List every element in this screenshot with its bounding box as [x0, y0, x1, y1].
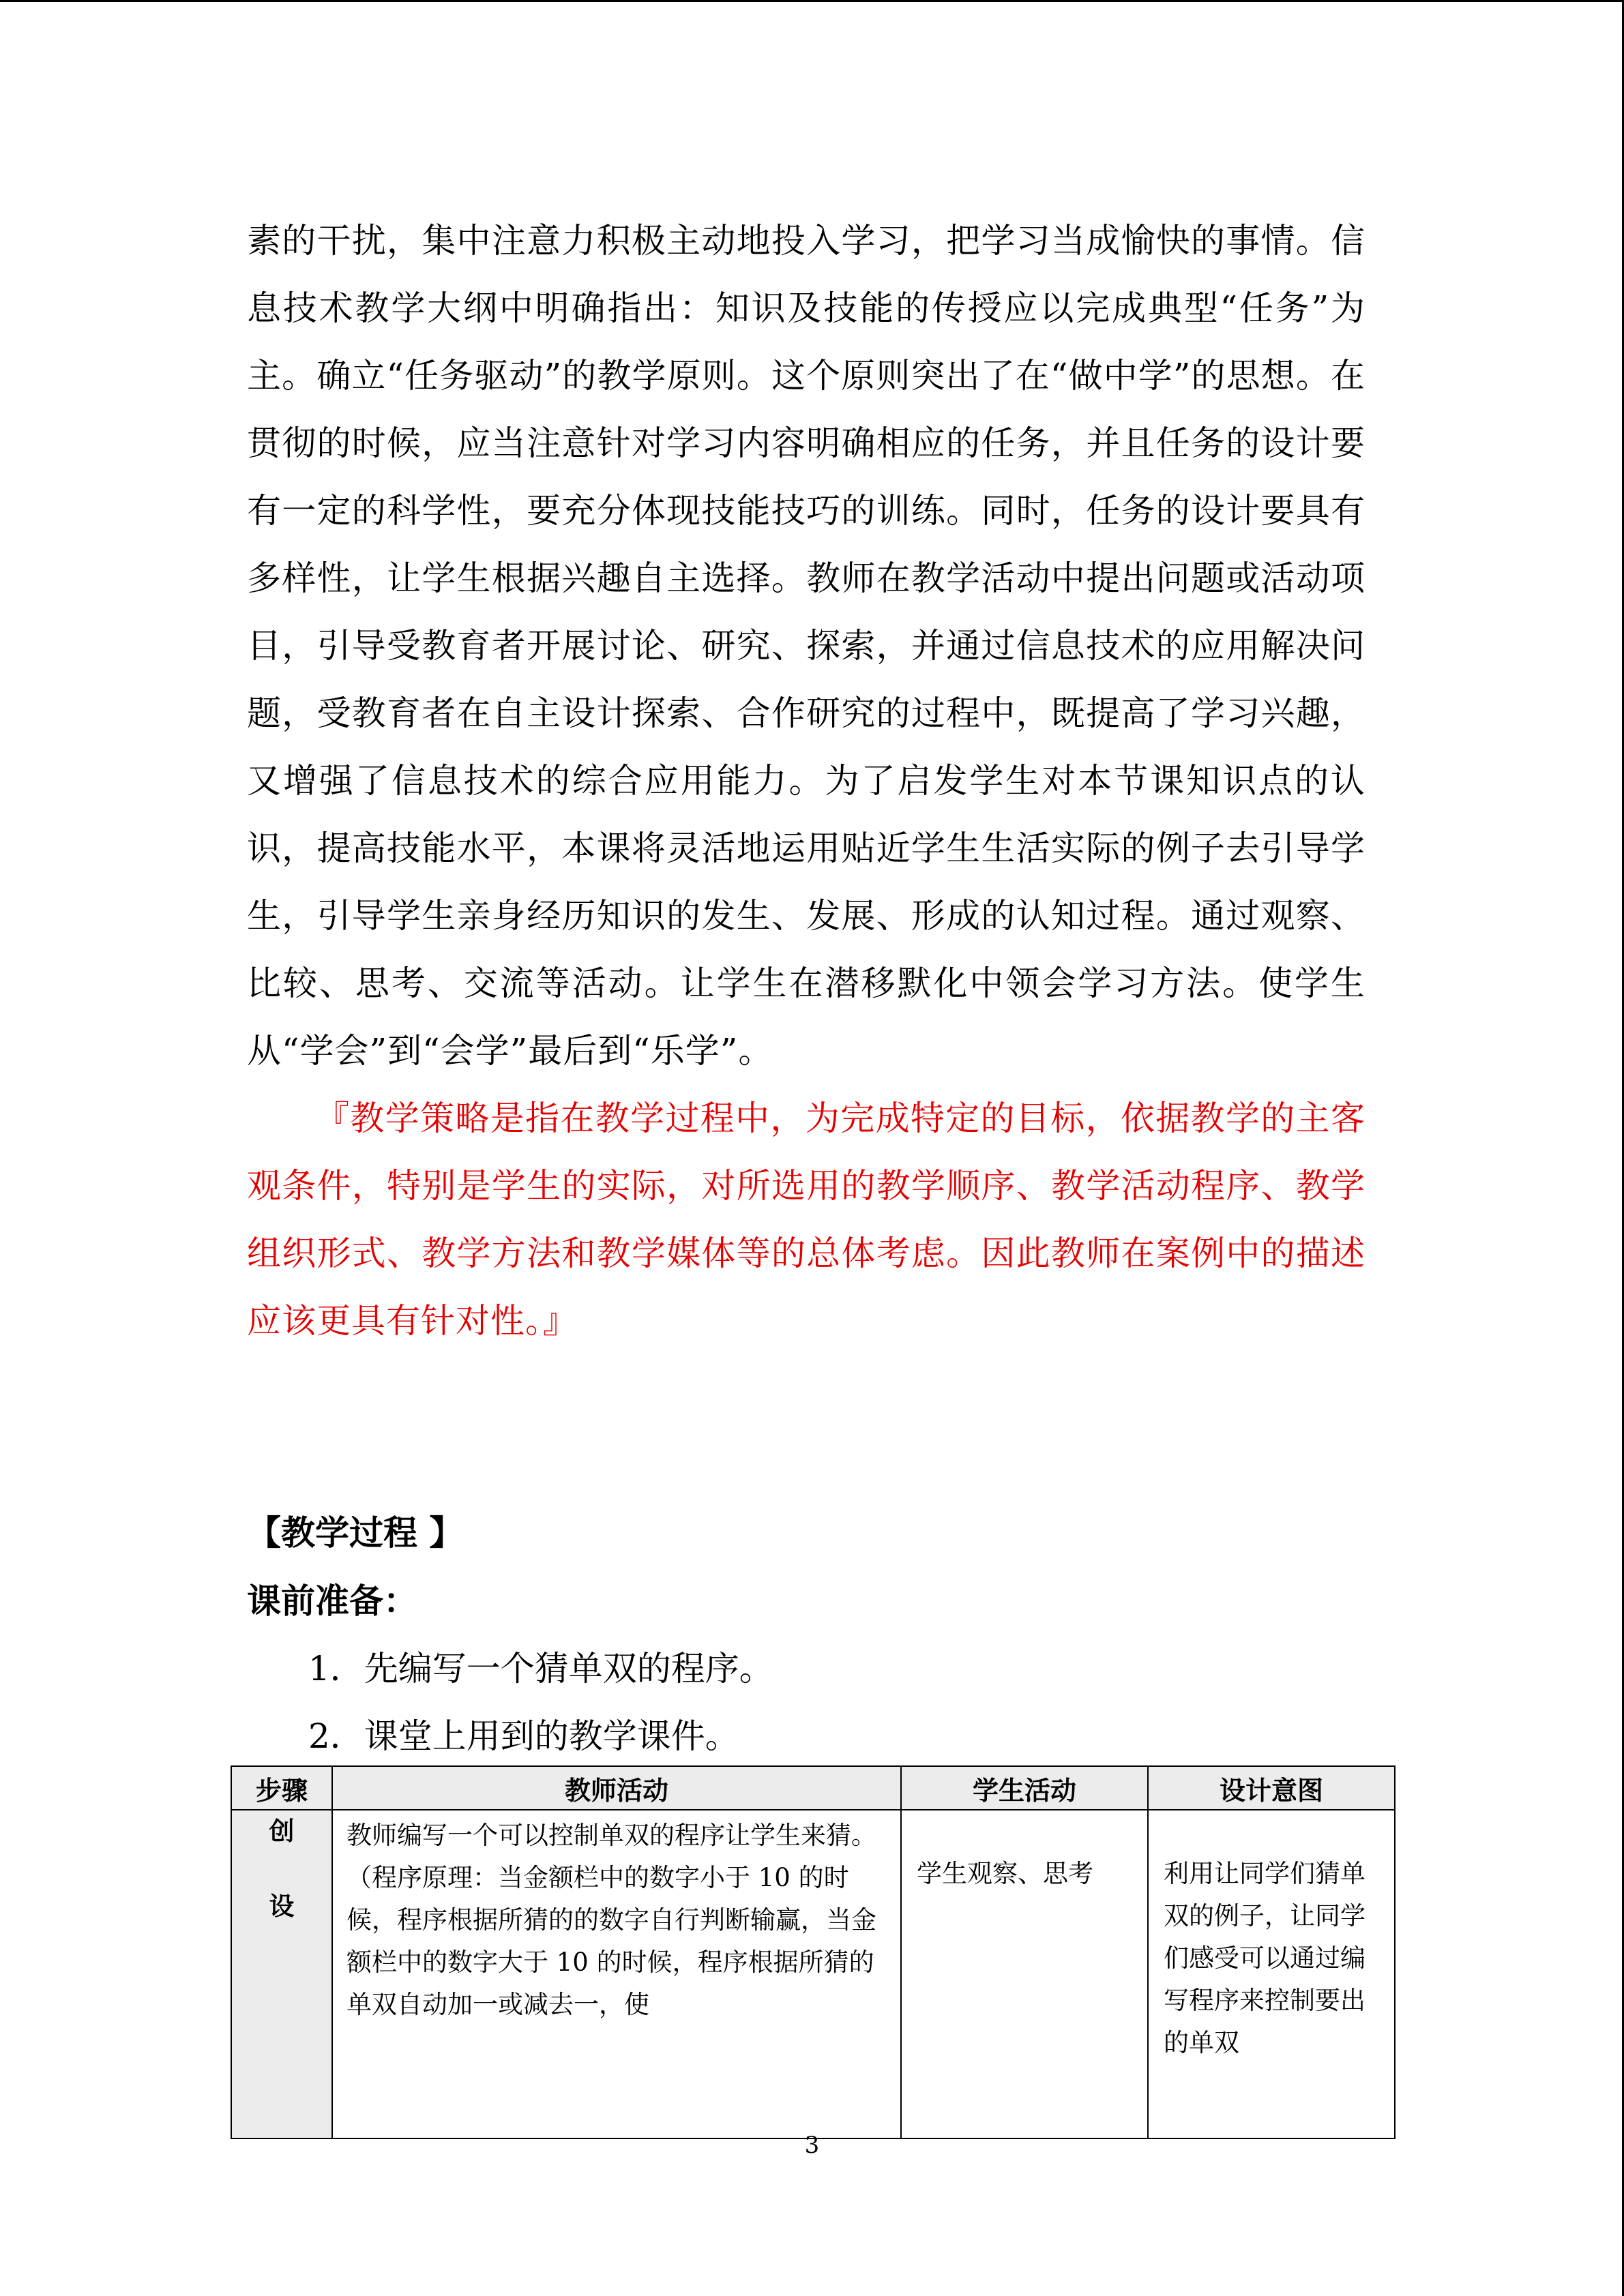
- table-header-row: [231, 1766, 1395, 1810]
- header-step: 步骤: [231, 1766, 332, 1810]
- step-char-1: 创: [269, 1817, 295, 1846]
- step-cell: [231, 1810, 332, 2138]
- lesson-table: [231, 1765, 1396, 2139]
- teacher-activity-text-2: （程序原理：当金额栏中的数字小于 10 的时候，程序根据所猜的的数字自行判断输赢，当金额栏中的数字大于 10 的时候，程序根据所猜的单双自动加一或减去一，使: [346, 1863, 876, 2019]
- prep-item-2: 2．课堂上用到的教学课件。: [308, 1716, 739, 1756]
- student-activity-cell: 学生观察、思考: [901, 1810, 1148, 2138]
- header-design-intent: 设计意图: [1148, 1766, 1395, 1810]
- body-text: [247, 207, 1365, 1355]
- page-number: 3: [804, 2132, 820, 2159]
- design-intent-cell: 利用让同学们猜单双的例子，让同学们感受可以通过编写程序来控制要出的单双: [1148, 1810, 1395, 2138]
- section-heading: 【教学过程 】: [247, 1513, 464, 1553]
- prep-item-1: 1．先编写一个猜单双的程序。: [308, 1649, 773, 1688]
- header-student-activity: 学生活动: [901, 1766, 1148, 1810]
- table-row: [231, 1810, 1395, 2138]
- teacher-activity-cell: [332, 1810, 901, 2138]
- teaching-strategy-note: 『教学策略是指在教学过程中，为完成特定的目标，依据教学的主客观条件，特别是学生的实际，对所选用的教学顺序、教学活动程序、教学组织形式、教学方法和教学媒体等的总体考虑。因此教师在案例中的描述应该更具有针对性。』: [247, 1099, 1365, 1341]
- page-top-border: [0, 0, 1624, 2]
- prep-heading: 课前准备：: [247, 1581, 417, 1621]
- step-char-2: 设: [269, 1892, 295, 1921]
- teacher-activity-text-1: 教师编写一个可以控制单双的程序让学生来猜。: [346, 1821, 876, 1850]
- main-paragraph: 素的干扰，集中注意力积极主动地投入学习，把学习当成愉快的事情。信息技术教学大纲中明确指出：知识及技能的传授应以完成典型“任务”为主。确立“任务驱动”的教学原则。这个原则突出了在“做中学”的思想。在贯彻的时候，应当注意针对学习内容明确相应的任务，并且任务的设计要有一定的科学性，要充分体现技能技巧的训练。同时，任务的设计要具有多样性，让学生根据兴趣自主选择。教师在教学活动中提出问题或活动项目，引导受教育者开展讨论、研究、探索，并通过信息技术的应用解决问题，受教育者在自主设计探索、合作研究的过程中，既提高了学习兴趣，又增强了信息技术的综合应用能力。为了启发学生对本节课知识点的认识，提高技能水平，本课将灵活地运用贴近学生生活实际的例子去引导学生，引导学生亲身经历知识的发生、发展、形成的认知过程。通过观察、比较、思考、交流等活动。让学生在潜移默化中领会学习方法。使学生从“学会”到“会学”最后到“乐学”。: [247, 221, 1365, 1071]
- header-teacher-activity: 教师活动: [332, 1766, 901, 1810]
